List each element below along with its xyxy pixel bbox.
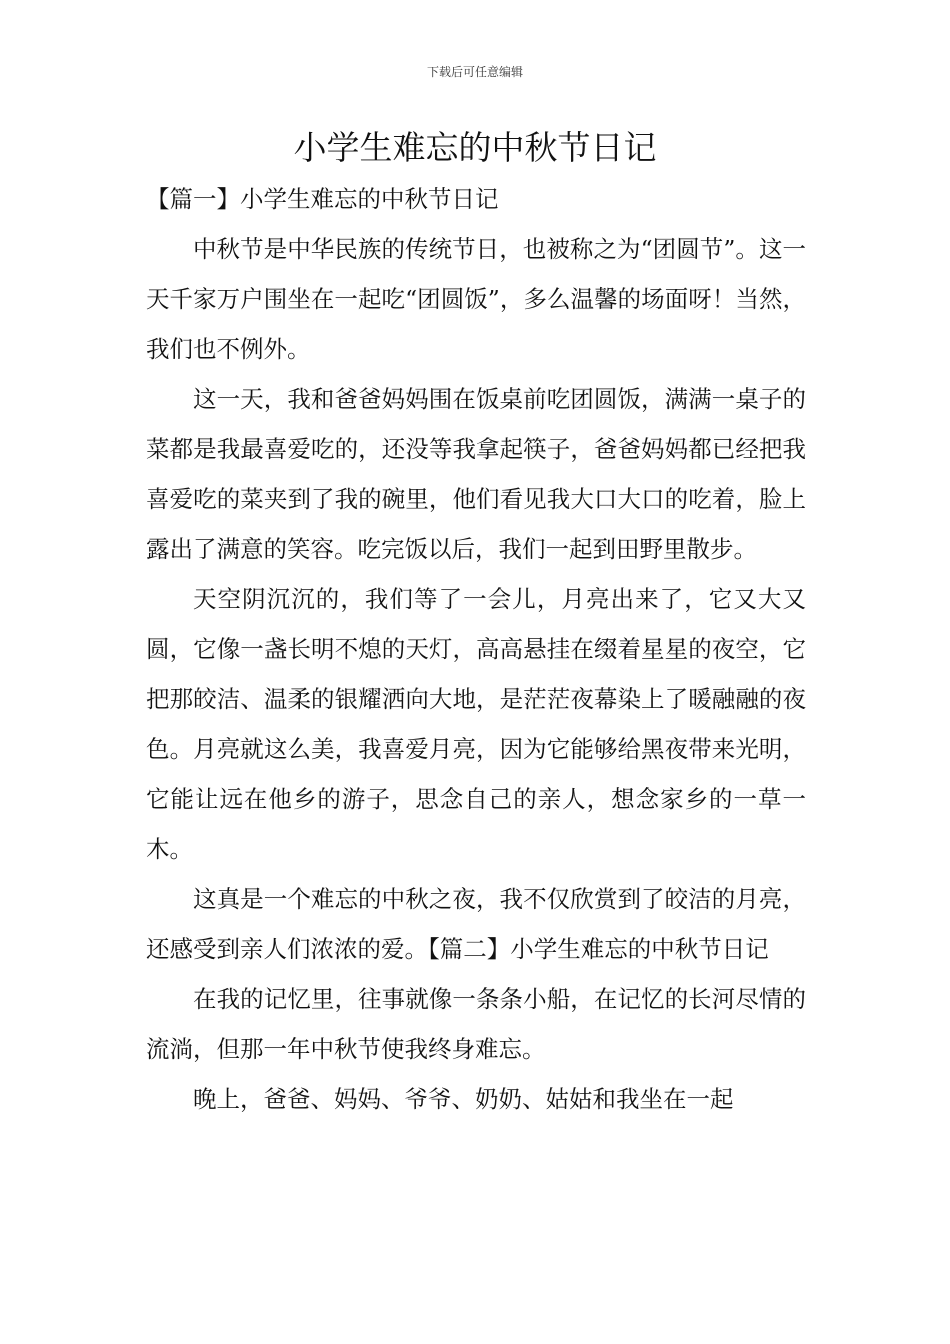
paragraph-2: 这一天，我和爸爸妈妈围在饭桌前吃团圆饭，满满一桌子的菜都是我最喜爱吃的，还没等我拿起筷子，爸爸妈妈都已经把我喜爱吃的菜夹到了我的碗里，他们看见我大口大口的吃着，脸上露出了满意的笑容。吃完饭以后，我们一起到田野里散步。 [146, 385, 806, 563]
header-note: 下载后可任意编辑 [426, 65, 523, 79]
paragraph-3: 天空阴沉沉的，我们等了一会儿，月亮出来了，它又大又圆，它像一盏长明不熄的天灯，高高悬挂在缀着星星的夜空，它把那皎洁、温柔的银耀洒向大地，是茫茫夜幕染上了暖融融的夜色。月亮就这么美，我喜爱月亮，因为它能够给黑夜带来光明，它能让远在他乡的游子，思念自己的亲人，想念家乡的一草一木。 [146, 585, 806, 863]
document-body [146, 174, 806, 1124]
page-title: 小学生难忘的中秋节日记 [293, 128, 657, 167]
paragraph-4: 这真是一个难忘的中秋之夜，我不仅欣赏到了皎洁的月亮，还感受到亲人们浓浓的爱。【篇二】小学生难忘的中秋节日记 [146, 885, 806, 963]
paragraph-5: 在我的记忆里，往事就像一条条小船，在记忆的长河尽情的流淌，但那一年中秋节使我终身难忘。 [146, 985, 806, 1063]
paragraph-1: 中秋节是中华民族的传统节日，也被称之为“团圆节”。这一天千家万户围坐在一起吃“团圆饭”，多么温馨的场面呀！当然，我们也不例外。 [146, 235, 806, 363]
paragraph-6: 晚上，爸爸、妈妈、爷爷、奶奶、姑姑和我坐在一起 [193, 1085, 734, 1113]
section-heading-1: 【篇一】小学生难忘的中秋节日记 [146, 185, 499, 213]
